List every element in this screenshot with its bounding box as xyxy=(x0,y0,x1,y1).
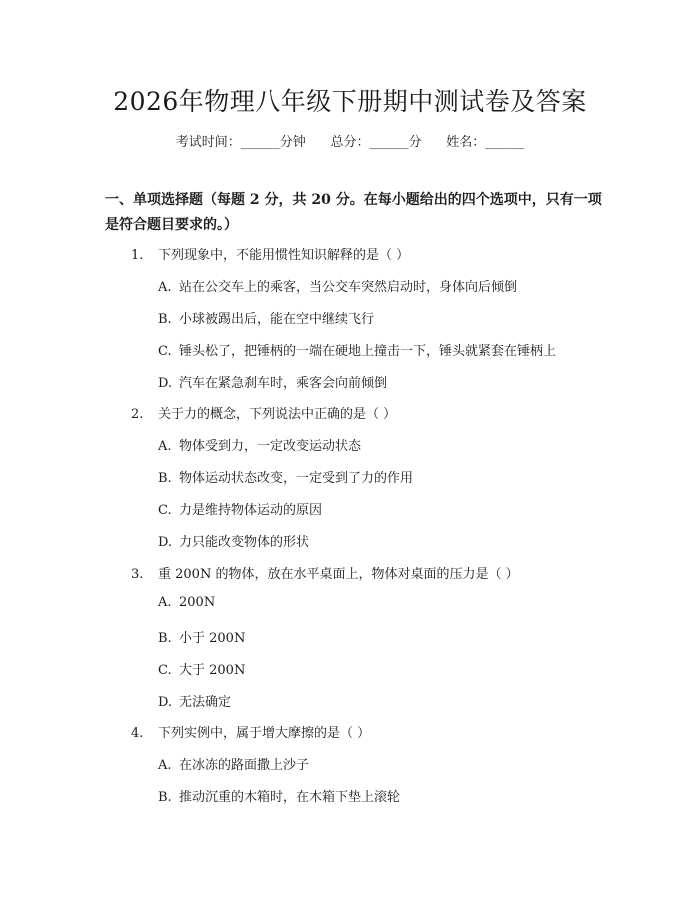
option-text: 物体运动状态改变，一定受到了力的作用 xyxy=(179,471,414,486)
section-heading: 一、单项选择题（每题 2 分，共 20 分。在每小题给出的四个选项中，只有一项是符合题目要求的。） xyxy=(105,192,602,233)
option-letter: A. xyxy=(158,439,172,454)
q3-option-a xyxy=(158,595,215,610)
q3-option-d xyxy=(158,691,231,710)
q4-option-a xyxy=(158,754,309,773)
option-letter: C. xyxy=(158,344,172,359)
option-text: 小于 200N xyxy=(179,631,246,646)
option-letter: B. xyxy=(158,471,172,486)
question-4 xyxy=(131,722,370,741)
q2-option-a xyxy=(158,435,361,454)
q2-option-c xyxy=(158,499,322,518)
q1-option-d xyxy=(158,372,387,391)
question-2 xyxy=(131,403,396,422)
q1-option-a xyxy=(158,276,517,295)
q3-option-c xyxy=(158,659,245,678)
option-text: 力是维持物体运动的原因 xyxy=(179,503,323,518)
option-text: 力只能改变物体的形状 xyxy=(179,535,310,550)
question-number: 3. xyxy=(131,567,144,582)
exam-info-line: 考试时间：______分钟 总分：______分 姓名：______ xyxy=(175,135,525,150)
q2-option-b xyxy=(158,467,413,486)
question-text: 下列现象中，不能用惯性知识解释的是（ ） xyxy=(158,248,410,263)
option-text: 汽车在紧急刹车时，乘客会向前倾倒 xyxy=(179,376,388,391)
option-letter: C. xyxy=(158,663,172,678)
question-text: 关于力的概念，下列说法中正确的是（ ） xyxy=(158,407,397,422)
option-text: 推动沉重的木箱时，在木箱下垫上滚轮 xyxy=(179,790,401,805)
question-3 xyxy=(131,563,519,582)
question-1 xyxy=(131,244,409,263)
question-number: 2. xyxy=(131,407,144,422)
option-text: 无法确定 xyxy=(179,695,232,710)
option-text: 小球被踢出后，能在空中继续飞行 xyxy=(179,312,375,327)
option-letter: A. xyxy=(158,595,172,610)
q3-option-b xyxy=(158,627,245,646)
q2-option-d xyxy=(158,531,309,550)
q1-option-b xyxy=(158,308,374,327)
question-number: 1. xyxy=(131,248,144,263)
option-letter: D. xyxy=(158,695,173,710)
option-letter: C. xyxy=(158,503,172,518)
option-letter: A. xyxy=(158,280,172,295)
option-letter: D. xyxy=(158,376,173,391)
question-number: 4. xyxy=(131,726,144,741)
option-text: 锤头松了，把锤柄的一端在硬地上撞击一下，锤头就紧套在锤柄上 xyxy=(179,344,557,359)
q1-option-c xyxy=(158,340,556,359)
option-text: 在冰冻的路面撒上沙子 xyxy=(179,758,310,773)
option-text: 200N xyxy=(179,595,216,610)
option-letter: B. xyxy=(158,312,172,327)
option-text: 大于 200N xyxy=(179,663,246,678)
question-text: 重 200N 的物体，放在水平桌面上，物体对桌面的压力是（ ） xyxy=(158,567,519,582)
option-text: 物体受到力，一定改变运动状态 xyxy=(179,439,362,454)
option-letter: D. xyxy=(158,535,173,550)
option-letter: B. xyxy=(158,631,172,646)
q4-option-b xyxy=(158,786,400,805)
page-title: 2026年物理八年级下册期中测试卷及答案 xyxy=(113,87,587,116)
question-text: 下列实例中，属于增大摩擦的是（ ） xyxy=(158,726,371,741)
option-text: 站在公交车上的乘客，当公交车突然启动时，身体向后倾倒 xyxy=(179,280,518,295)
option-letter: B. xyxy=(158,790,172,805)
option-letter: A. xyxy=(158,758,172,773)
